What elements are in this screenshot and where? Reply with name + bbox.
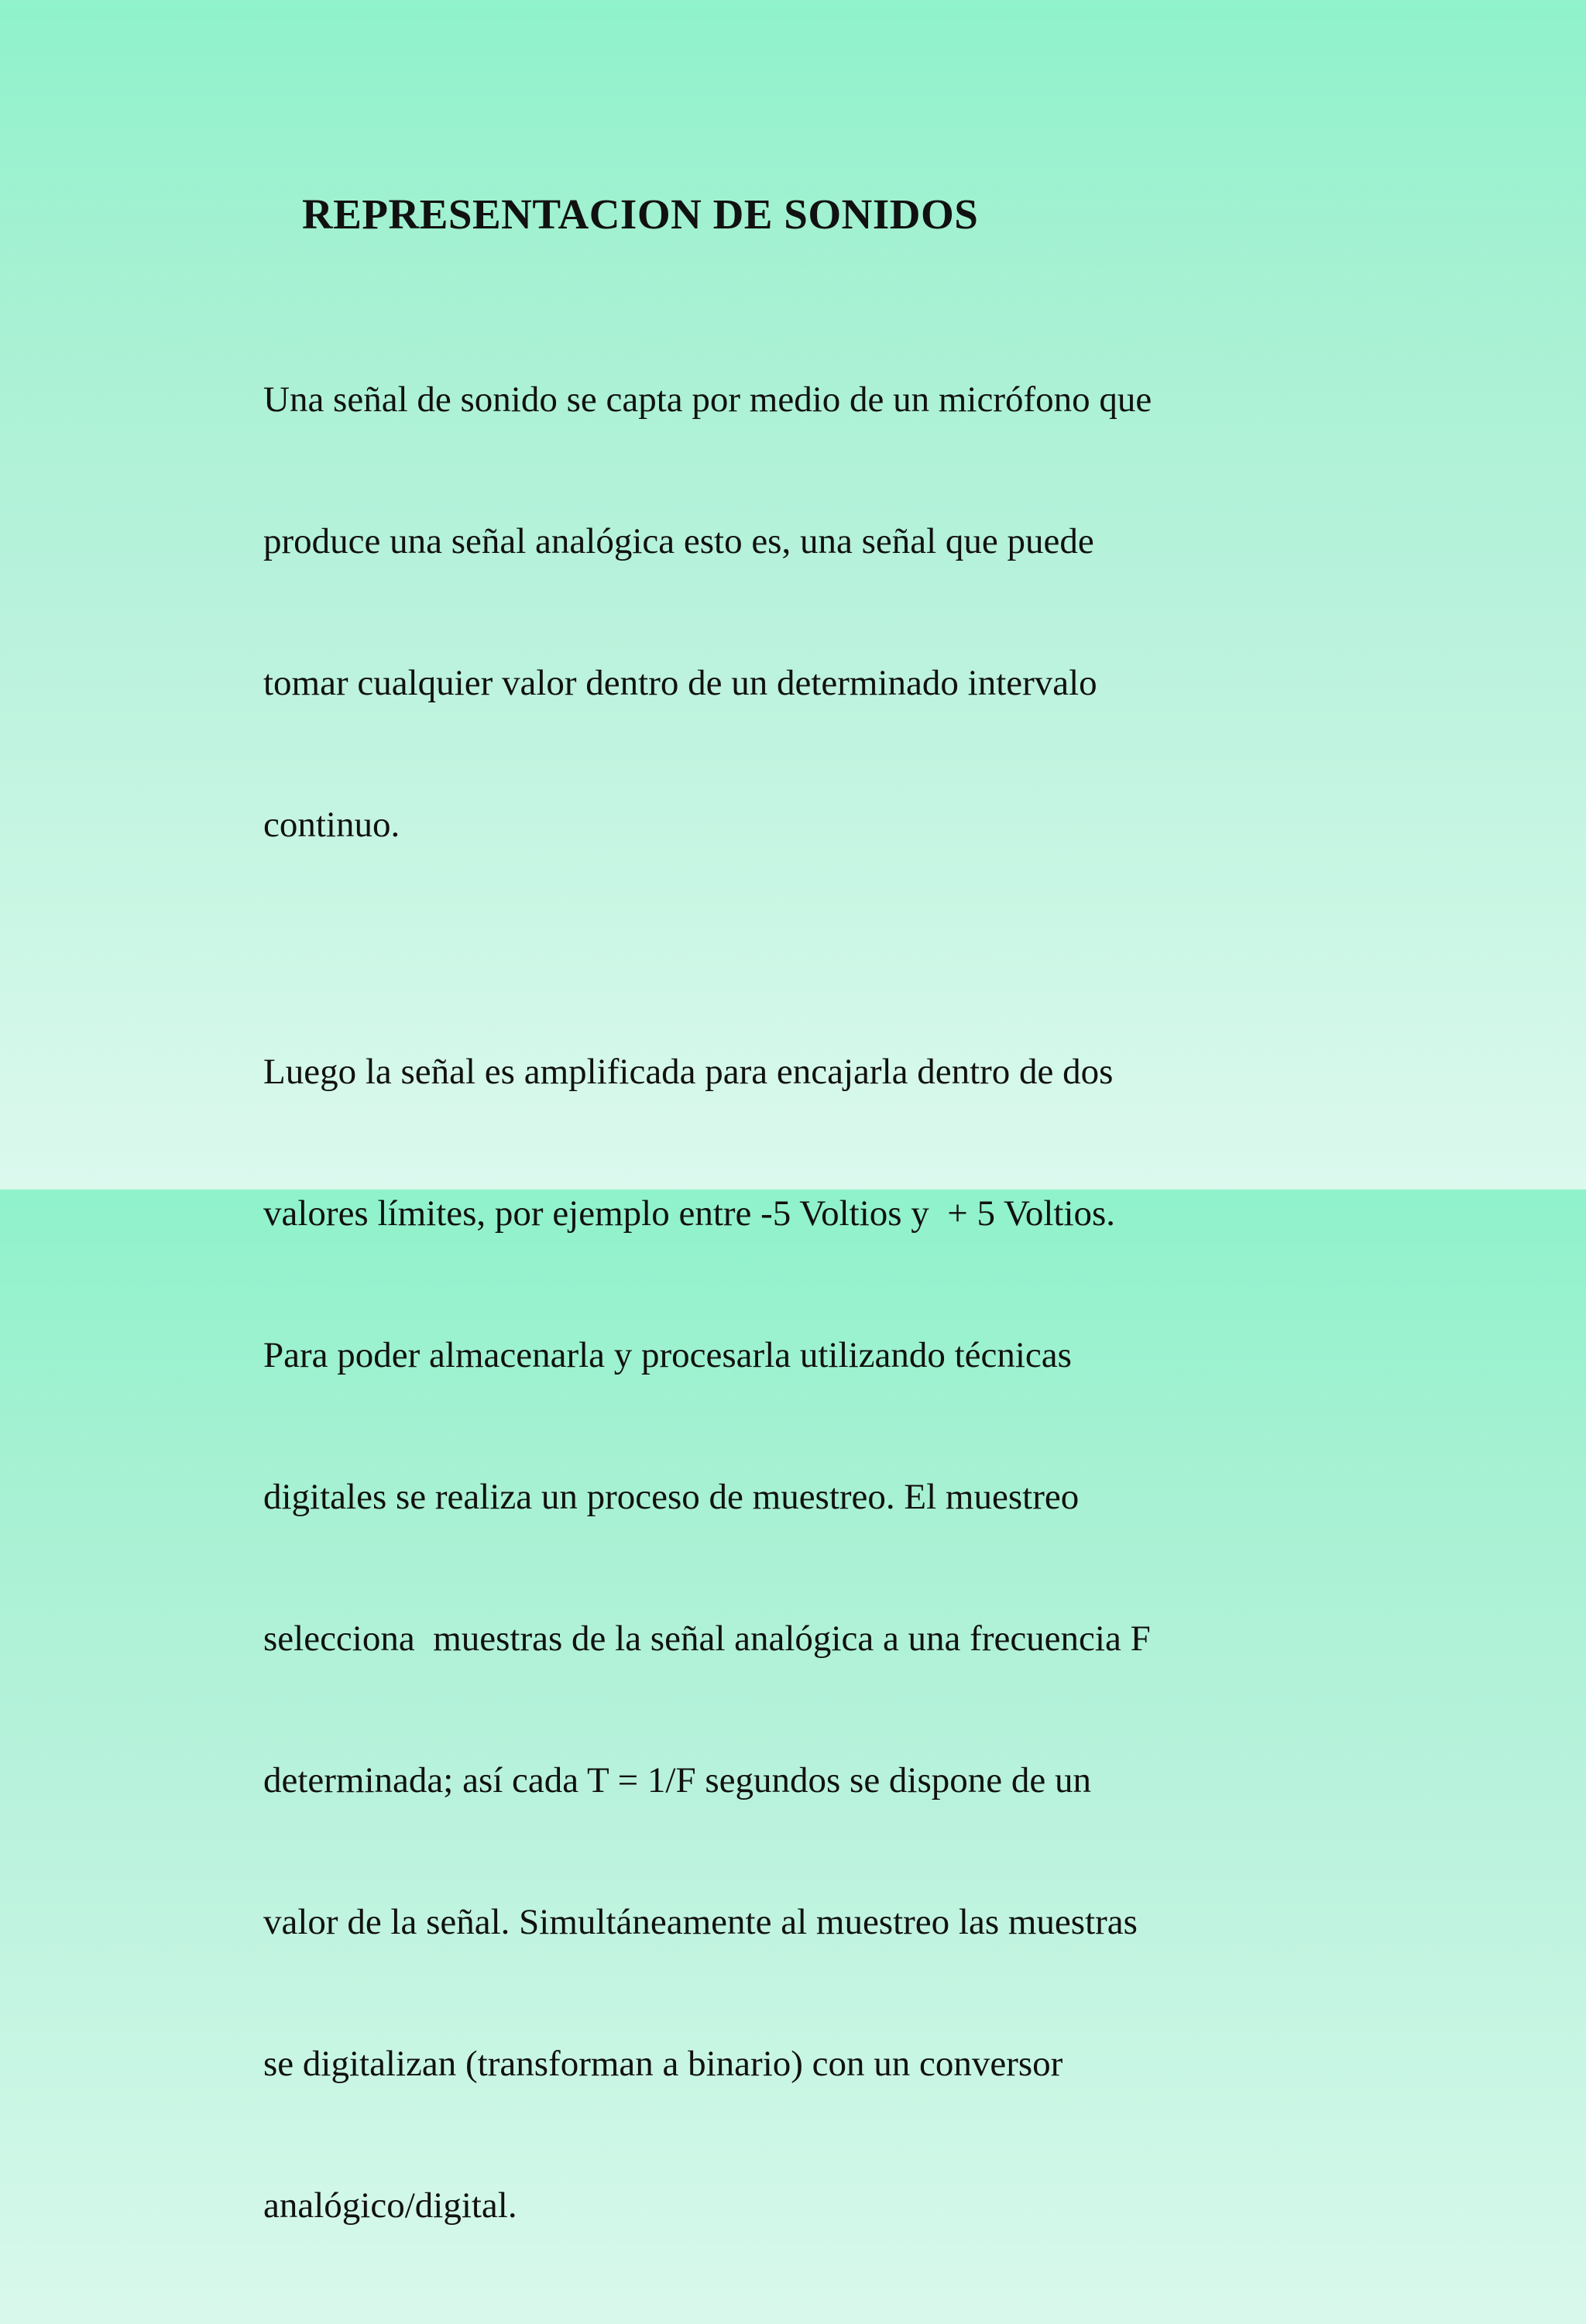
text-line: selecciona muestras de la señal analógica a una frecuencia F bbox=[263, 1619, 1151, 1659]
paragraph-1 bbox=[263, 282, 1270, 943]
text-line: tomar cualquier valor dentro de un determinado intervalo bbox=[263, 663, 1097, 703]
text-line: digitales se realiza un proceso de muestreo. El muestreo bbox=[263, 1477, 1080, 1517]
text-line: produce una señal analógica esto es, una señal que puede bbox=[263, 521, 1094, 561]
slide-title: REPRESENTACION DE SONIDOS bbox=[302, 191, 979, 238]
text-line: determinada; así cada T = 1/F segundos se dispone de un bbox=[263, 1760, 1091, 1800]
slide-body bbox=[263, 282, 1270, 2324]
text-line: Una señal de sonido se capta por medio de un micrófono que bbox=[263, 379, 1152, 420]
text-line: se digitalizan (transforman a binario) con un conversor bbox=[263, 2044, 1063, 2084]
paragraph-2 bbox=[263, 954, 1270, 2324]
text-line: continuo. bbox=[263, 805, 400, 845]
text-line: Para poder almacenarla y procesarla utilizando técnicas bbox=[263, 1335, 1072, 1375]
text-line: valor de la señal. Simultáneamente al muestreo las muestras bbox=[263, 1902, 1138, 1942]
text-line: valores límites, por ejemplo entre -5 Voltios y + 5 Voltios. bbox=[263, 1193, 1116, 1234]
text-line: analógico/digital. bbox=[263, 2185, 517, 2226]
text-line: Luego la señal es amplificada para encajarla dentro de dos bbox=[263, 1052, 1114, 1092]
